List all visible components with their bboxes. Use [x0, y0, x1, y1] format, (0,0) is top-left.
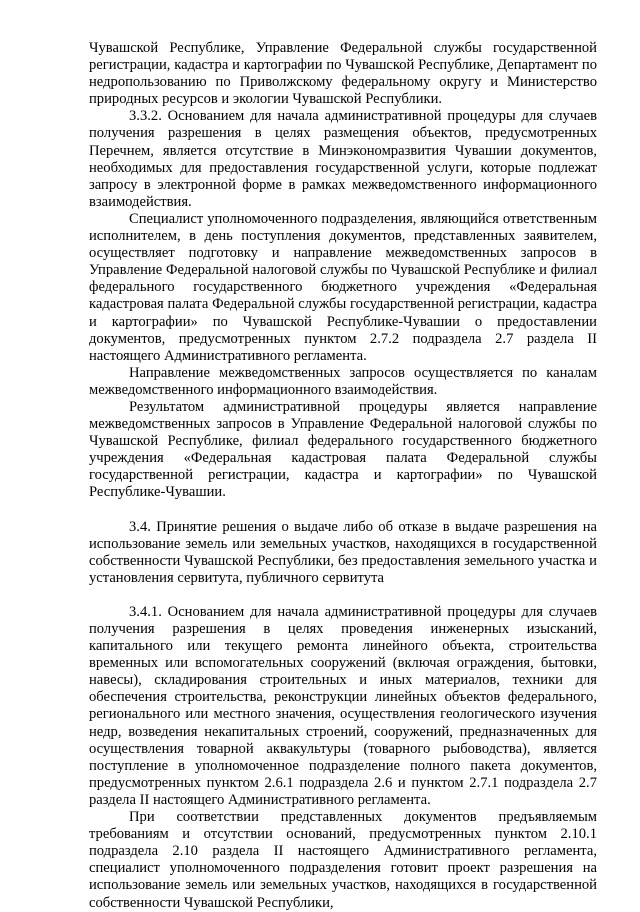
paragraph-3-3-2: 3.3.2. Основанием для начала административной процедуры для случаев получения разрешения в целях размещения объектов, предусмотренных Перечнем, является отсутствие в Минэкономразвития Чувашии документов, необходимых для предоставления государственной услуги, которые подлежат запросу в электронной форме в рамках межведомственного информационного взаимодействия. — [89, 108, 597, 210]
paragraph-request-channels: Направление межведомственных запросов осуществляется по каналам межведомственного информационного взаимодействия. — [89, 364, 597, 398]
section-heading-3-4: 3.4. Принятие решения о выдаче либо об отказе в выдаче разрешения на использование земель или земельных участков, находящихся в государственной собственности Чувашской Республики, без предоставления земельного участка и установления сервитута, публичного сервитута — [89, 518, 597, 586]
paragraph-3-4-1: 3.4.1. Основанием для начала административной процедуры для случаев получения разрешения в целях проведения инженерных изысканий, капитального или текущего ремонта линейного объекта, строительства временных или вспомогательных сооружений (включая ограждения, бытовки, навесы), складирования строительных и иных материалов, техники для обеспечения строительства, реконструкции линейных объектов федерального, регионального или местного значения, осуществления геологического изучения недр, возведения некапитальных строений, сооружений, предназначенных для осуществления товарной аквакультуры (товарного рыбоводства), является поступление в уполномоченное подразделение полного пакета документов, предусмотренных пунктом 2.6.1 подраздела 2.6 и пунктом 2.7.1 подраздела 2.7 раздела II настоящего Административного регламента. — [89, 603, 597, 808]
document-page — [89, 40, 597, 912]
paragraph-specialist-requests: Специалист уполномоченного подразделения, являющийся ответственным исполнителем, в день поступления документов, представленных заявителем, осуществляет подготовку и направление межведомственных запросов в Управление Федеральной налоговой службы по Чувашской Республике и филиал федерального государственного бюджетного учреждения «Федеральная кадастровая палата Федеральной службы государственной регистрации, кадастра и картографии» по Чувашской Республике-Чувашии о предоставлении документов, предусмотренных пунктом 2.7.2 подраздела 2.7 раздела II настоящего Административного регламента. — [89, 210, 597, 364]
paragraph-continuation: Чувашской Республике, Управление Федеральной службы государственной регистрации, кадастра и картографии по Чувашской Республике, Департамент по недропользованию по Приволжскому федеральному округу и Министерство природных ресурсов и экологии Чувашской Республики. — [89, 40, 597, 108]
paragraph-procedure-result: Результатом административной процедуры является направление межведомственных запросов в Управление Федеральной налоговой службы по Чувашской Республике, филиал федерального государственного бюджетного учреждения «Федеральная кадастровая палата Федеральной службы государственной регистрации, кадастра и картографии» по Чувашской Республике-Чувашии. — [89, 398, 597, 501]
paragraph-document-compliance: При соответствии представленных документов предъявляемым требованиям и отсутствии оснований, предусмотренных пунктом 2.10.1 подраздела 2.10 раздела II настоящего Административного регламента, специалист уполномоченного подразделения готовит проект разрешения на использование земель или земельных участков, находящихся в государственной собственности Чувашской Республики, — [89, 809, 597, 911]
